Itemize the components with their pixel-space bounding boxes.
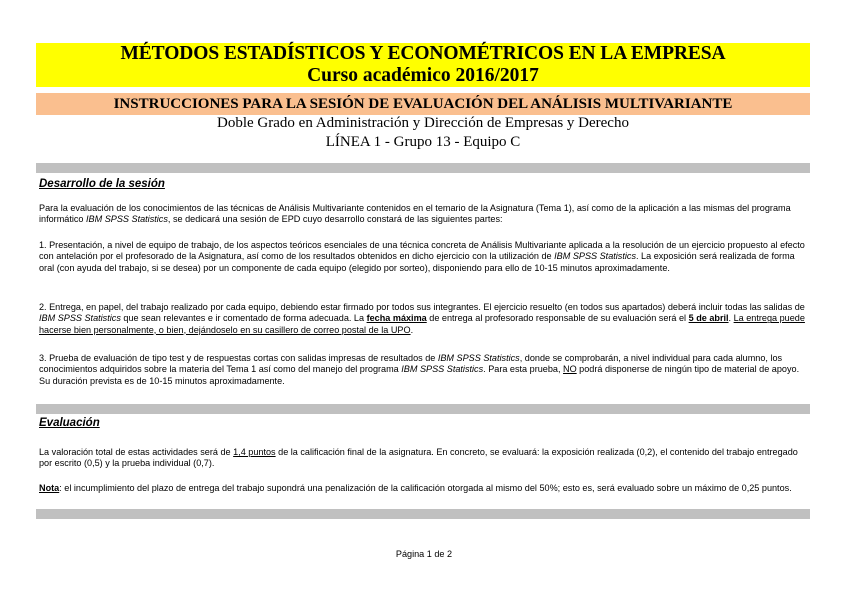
degree-line: Doble Grado en Administración y Dirección de Empresas y Derecho xyxy=(217,115,629,131)
delivery-note: La entrega puede hacerse bien personalmente, o bien, dejándoselo en su casillero de correo postal de la UPO xyxy=(39,313,805,335)
note-label: Nota xyxy=(39,483,60,493)
evaluation-paragraph: La valoración total de estas actividades será de 1,4 puntos de la calificación final de la asignatura. En concreto, se evaluará: la exposición realizada (0,2), el contenido del trabajo entregado por escrito (0,5) y la prueba individual (0,7). xyxy=(39,447,798,469)
software-name: IBM SPSS Statistics xyxy=(39,313,121,324)
academic-year: Curso académico 2016/2017 xyxy=(307,65,539,86)
separator-bar xyxy=(36,163,810,173)
instructions-band xyxy=(36,93,810,115)
separator-bar xyxy=(36,404,810,414)
separator-bar xyxy=(36,509,810,519)
item-1-paragraph: 1. Presentación, a nivel de equipo de trabajo, de los aspectos teóricos esenciales de una técnica concreta de Análisis Multivariante aplicada a la resolución de un ejercicio propuesto al efecto con antelación por el profesorado de la Asignatura, así como de los resultados obtenidos en dicho ejercicio con la utilización de IBM SPSS Statistics. La exposición será realizada de forma oral (con ayuda del trabajo, si se desea) por un componente de cada equipo (elegido por sorteo), disponiendo para ello de 10-15 minutos aproximadamente. xyxy=(39,240,805,273)
item-3-paragraph: 3. Prueba de evaluación de tipo test y de respuestas cortas con salidas impresas de resultados de IBM SPSS Statistics, donde se comprobarán, a nivel individual para cada alumno, los conocimientos adquiridos sobre la materia del Tema 1 así como del manejo del programa IBM SPSS Statistics. Para esta prueba, NO podrá disponerse de ningún tipo de material de apoyo. Su duración prevista es de 10-15 minutos aproximadamente. xyxy=(39,353,800,386)
group-line: LÍNEA 1 - Grupo 13 - Equipo C xyxy=(325,134,521,150)
software-name: IBM SPSS Statistics xyxy=(86,214,168,225)
intro-paragraph: Para la evaluación de los conocimientos de las técnicas de Análisis Multivariante contenidos en el temario de la Asignatura (Tema 1), así como de la aplicación a las mismas del programa informático IBM SPSS Statistics, se dedicará una sesión de EPD cuyo desarrollo constará de las siguientes partes: xyxy=(39,203,791,225)
page-number: Página 1 de 2 xyxy=(395,549,453,559)
software-name: IBM SPSS Statistics xyxy=(401,364,484,375)
instructions-heading: INSTRUCCIONES PARA LA SESIÓN DE EVALUACIÓN DEL ANÁLISIS MULTIVARIANTE xyxy=(113,96,733,112)
no-emphasis: NO xyxy=(563,364,577,375)
total-points: 1,4 puntos xyxy=(233,447,276,457)
note-paragraph: Nota: el incumplimiento del plazo de entrega del trabajo supondrá una penalización de la calificación otorgada al mismo del 50%; esto es, será evaluado sobre un máximo de 0,25 puntos. xyxy=(39,483,792,493)
title-band xyxy=(36,43,810,87)
item-2-paragraph: 2. Entrega, en papel, del trabajo realizado por cada equipo, debiendo estar firmado por todos sus integrantes. El ejercicio resuelto (en todos sus apartados) deberá incluir todas las salidas de IBM SPSS Statistics que sean relevantes e ir comentado de forma adecuada. La fecha máxima de entrega al profesorado responsable de su evaluación será el 5 de abril. La entrega puede hacerse bien personalmente, o bien, dejándoselo en su casillero de correo postal de la UPO. xyxy=(39,302,805,335)
deadline-date: 5 de abril xyxy=(688,313,729,324)
software-name: IBM SPSS Statistics xyxy=(554,251,636,262)
section-heading-desarrollo: Desarrollo de la sesión xyxy=(39,178,165,190)
software-name: IBM SPSS Statistics xyxy=(437,353,520,363)
section-heading-evaluacion: Evaluación xyxy=(39,417,100,429)
deadline-label: fecha máxima xyxy=(366,313,427,324)
document-title: MÉTODOS ESTADÍSTICOS Y ECONOMÉTRICOS EN LA EMPRESA xyxy=(120,43,726,64)
